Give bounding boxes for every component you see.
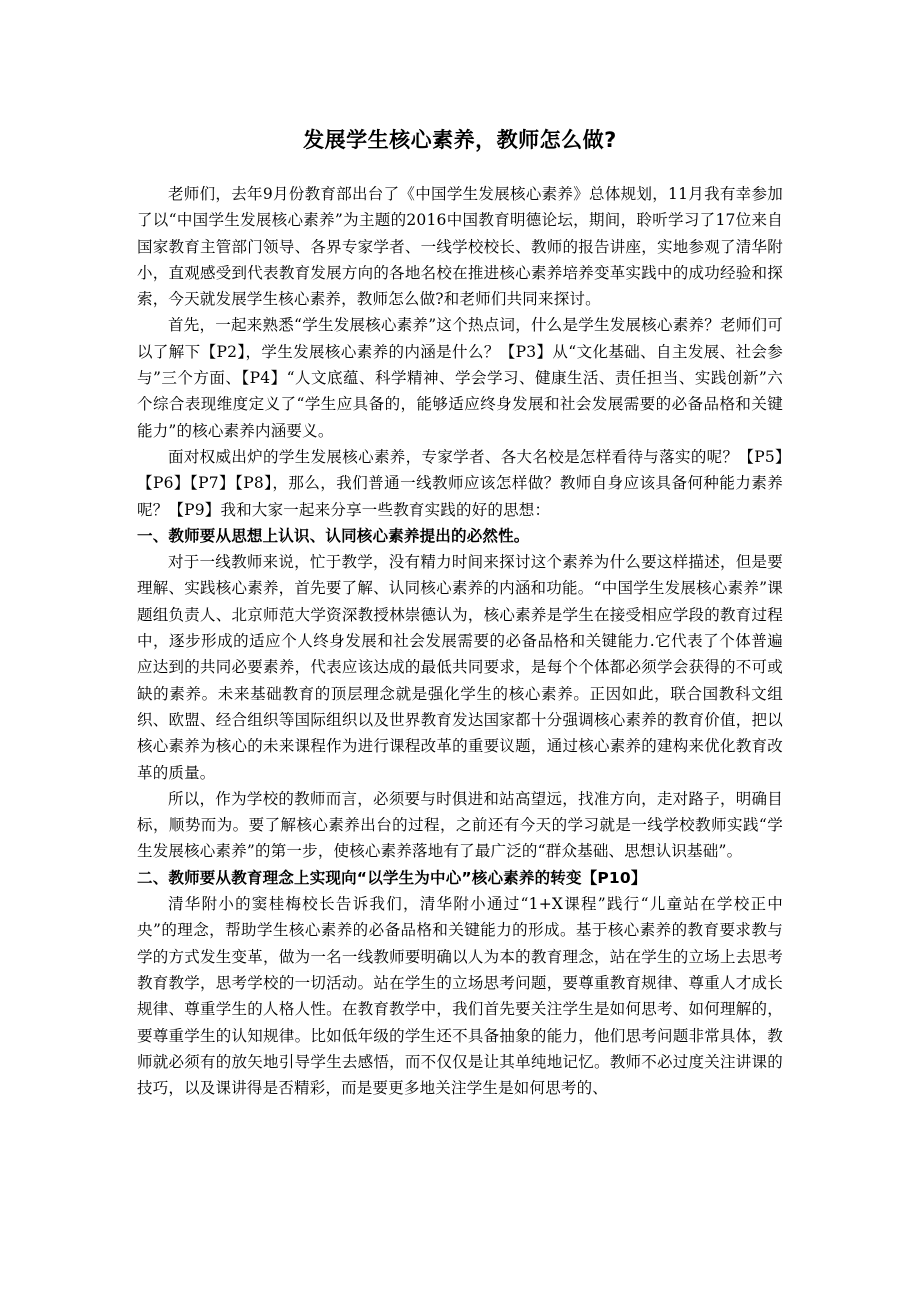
section-1-paragraph-2: 所以，作为学校的教师而言，必须要与时俱进和站高望远，找准方向，走对路子，明确目标，顺势而为。要了解核心素养出台的过程，之前还有今天的学习就是一线学校教师实践“学生发展核心素养”的第一步，使核心素养落地有了最广泛的“群众基础、思想认识基础”。 [137, 789, 783, 861]
section-2-heading: 二、教师要从教育理念上实现向“以学生为中心”核心素养的转变【P10】 [137, 868, 647, 887]
section-2-paragraph-1: 清华附小的窦桂梅校长告诉我们，清华附小通过“1+X课程”践行“儿童站在学校正中央”的理念，帮助学生核心素养的必备品格和关键能力的形成。基于核心素养的教育要求教与学的方式发生变革，做为一名一线教师要明确以人为本的教育理念，站在学生的立场上去思考教育教学，思考学校的一切活动。站在学生的立场思考问题，要尊重教育规律、尊重人才成长规律、尊重学生的人格人性。在教育教学中，我们首先要关注学生是如何思考、如何理解的，要尊重学生的认知规律。比如低年级的学生还不具备抽象的能力，他们思考问题非常具体，教师就必须有的放矢地引导学生去感悟，而不仅仅是让其单纯地记忆。教师不必过度关注讲课的技巧，以及课讲得是否精彩，而是要更多地关注学生是如何思考的、 [137, 895, 783, 1098]
section-1-paragraph-1: 对于一线教师来说，忙于教学，没有精力时间来探讨这个素养为什么要这样描述，但是要理解、实践核心素养，首先要了解、认同核心素养的内涵和功能。“中国学生发展核心素养”课题组负责人、北京师范大学资深教授林崇德认为，核心素养是学生在接受相应学段的教育过程中，逐步形成的适应个人终身发展和社会发展需要的必备品格和关键能力.它代表了个体普遍应达到的共同必要素养，代表应该达成的最低共同要求，是每个个体都必须学会获得的不可或缺的素养。未来基础教育的顶层理念就是强化学生的核心素养。正因如此，联合国教科文组织、欧盟、经合组织等国际组织以及世界教育发达国家都十分强调核心素养的教育价值，把以核心素养为核心的未来课程作为进行课程改革的重要议题，通过核心素养的建构来优化教育改革的质量。 [137, 553, 783, 782]
intro-paragraph-2: 首先，一起来熟悉“学生发展核心素养”这个热点词，什么是学生发展核心素养？老师们可以了解下【P2】，学生发展核心素养的内涵是什么？【P3】从“文化基础、自主发展、社会参与”三个方面、【P4】“人文底蕴、科学精神、学会学习、健康生活、责任担当、实践创新”六个综合表现维度定义了“学生应具备的，能够适应终身发展和社会发展需要的必备品格和关键能力”的核心素养内涵要义。 [137, 316, 783, 440]
document-title: 发展学生核心素养，教师怎么做? [303, 128, 617, 152]
section-1-heading: 一、教师要从思想上认识、认同核心素养提出的必然性。 [137, 526, 530, 545]
intro-paragraph-1: 老师们，去年9月份教育部出台了《中国学生发展核心素养》总体规划，11月我有幸参加了以“中国学生发展核心素养”为主题的2016中国教育明德论坛，期间，聆听学习了17位来自国家教育主管部门领导、各界专家学者、一线学校校长、教师的报告讲座，实地参观了清华附小，直观感受到代表教育发展方向的各地名校在推进核心素养培养变革实践中的成功经验和探索，今天就发展学生核心素养，教师怎么做?和老师们共同来探讨。 [137, 185, 783, 309]
document-body [137, 181, 783, 1101]
intro-paragraph-3: 面对权威出炉的学生发展核心素养，专家学者、各大名校是怎样看待与落实的呢？【P5】【P6】【P7】【P8】，那么，我们普通一线教师应该怎样做？教师自身应该具备何种能力素养呢？【P9】我和大家一起来分享一些教育实践的好的思想： [137, 447, 783, 519]
